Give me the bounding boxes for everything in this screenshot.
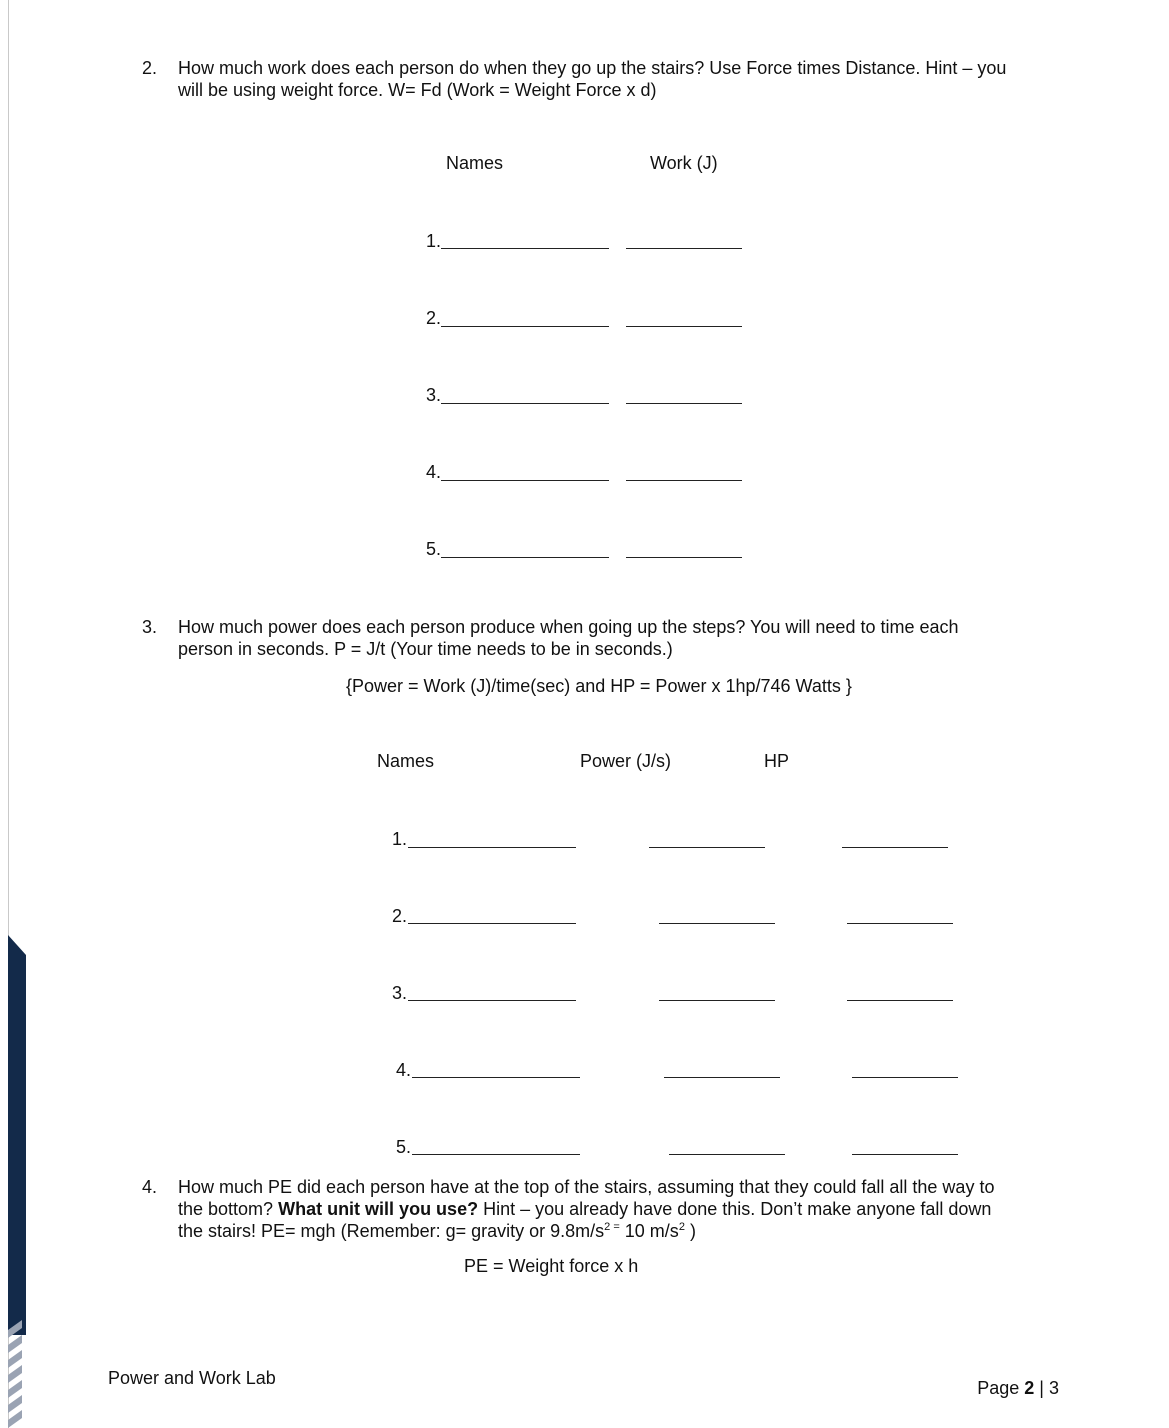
name-blank[interactable] <box>408 923 576 924</box>
question-text-line: person in seconds. P = J/t (Your time needs to be in seconds.) <box>178 639 673 659</box>
question-text-line: How much power does each person produce when going up the steps? You will need to time each <box>178 617 959 637</box>
row-number: 2. <box>392 906 408 926</box>
question-text: 10 m/s <box>624 1221 679 1241</box>
name-blank[interactable] <box>408 1000 576 1001</box>
question-number: 3. <box>142 617 158 637</box>
page-label: Page <box>977 1378 1020 1398</box>
work-blank[interactable] <box>626 248 742 249</box>
work-blank[interactable] <box>626 403 742 404</box>
power-blank[interactable] <box>664 1077 780 1078</box>
power-formula: {Power = Work (J)/time(sec) and HP = Power x 1hp/746 Watts } <box>346 676 852 696</box>
question-number: 4. <box>142 1177 158 1197</box>
row-number: 4. <box>426 462 442 482</box>
question-number: 2. <box>142 58 158 78</box>
row-number: 5. <box>426 539 442 559</box>
hp-blank[interactable] <box>852 1077 958 1078</box>
hp-blank[interactable] <box>847 923 953 924</box>
question-emphasis: What unit will you use? <box>278 1199 479 1219</box>
question-text-line <box>178 1220 994 1242</box>
row-number: 4. <box>396 1060 412 1080</box>
row-number: 3. <box>392 983 408 1003</box>
name-blank[interactable] <box>441 557 609 558</box>
corner-stripes-decoration <box>0 935 28 1428</box>
name-blank[interactable] <box>412 1154 580 1155</box>
row-number: 1. <box>392 829 408 849</box>
column-header-names: Names <box>377 751 435 771</box>
question-text-line: How much PE did each person have at the top of the stairs, assuming that they could fall all the way to <box>178 1177 995 1197</box>
pe-formula: PE = Weight force x h <box>464 1256 639 1276</box>
row-number: 3. <box>426 385 442 405</box>
name-blank[interactable] <box>412 1077 580 1078</box>
question-text: the bottom? <box>178 1199 274 1219</box>
name-blank[interactable] <box>441 248 609 249</box>
row-number: 5. <box>396 1137 412 1157</box>
total-pages: | 3 <box>1034 1378 1059 1398</box>
power-blank[interactable] <box>659 1000 775 1001</box>
power-blank[interactable] <box>649 847 765 848</box>
row-number: 2. <box>426 308 442 328</box>
question-text: ) <box>689 1221 696 1241</box>
column-header-work: Work (J) <box>650 153 718 173</box>
power-blank[interactable] <box>669 1154 785 1155</box>
question-text-line: How much work does each person do when they go up the stairs? Use Force times Distance. Hint – you <box>178 58 1007 78</box>
question-text-line: will be using weight force. W= Fd (Work = Weight Force x d) <box>178 80 657 100</box>
current-page: 2 <box>1024 1378 1035 1398</box>
hp-blank[interactable] <box>842 847 948 848</box>
question-text-line <box>178 1198 994 1220</box>
row-number: 1. <box>426 231 442 251</box>
work-blank[interactable] <box>626 480 742 481</box>
footer-title: Power and Work Lab <box>108 1368 276 1388</box>
name-blank[interactable] <box>441 403 609 404</box>
hp-blank[interactable] <box>852 1154 958 1155</box>
column-header-hp: HP <box>764 751 790 771</box>
power-blank[interactable] <box>659 923 775 924</box>
question-text: the stairs! PE= mgh (Remember: g= gravity or 9.8m/s <box>178 1221 605 1241</box>
work-blank[interactable] <box>626 326 742 327</box>
page-number <box>977 1378 1059 1399</box>
superscript: 2 = <box>604 1221 620 1233</box>
name-blank[interactable] <box>408 847 576 848</box>
name-blank[interactable] <box>441 480 609 481</box>
column-header-names: Names <box>446 153 504 173</box>
name-blank[interactable] <box>441 326 609 327</box>
question-text: Hint – you already have done this. Don’t make anyone fall down <box>483 1199 992 1219</box>
work-blank[interactable] <box>626 557 742 558</box>
superscript: 2 <box>678 1221 685 1233</box>
column-header-power: Power (J/s) <box>580 751 672 771</box>
hp-blank[interactable] <box>847 1000 953 1001</box>
